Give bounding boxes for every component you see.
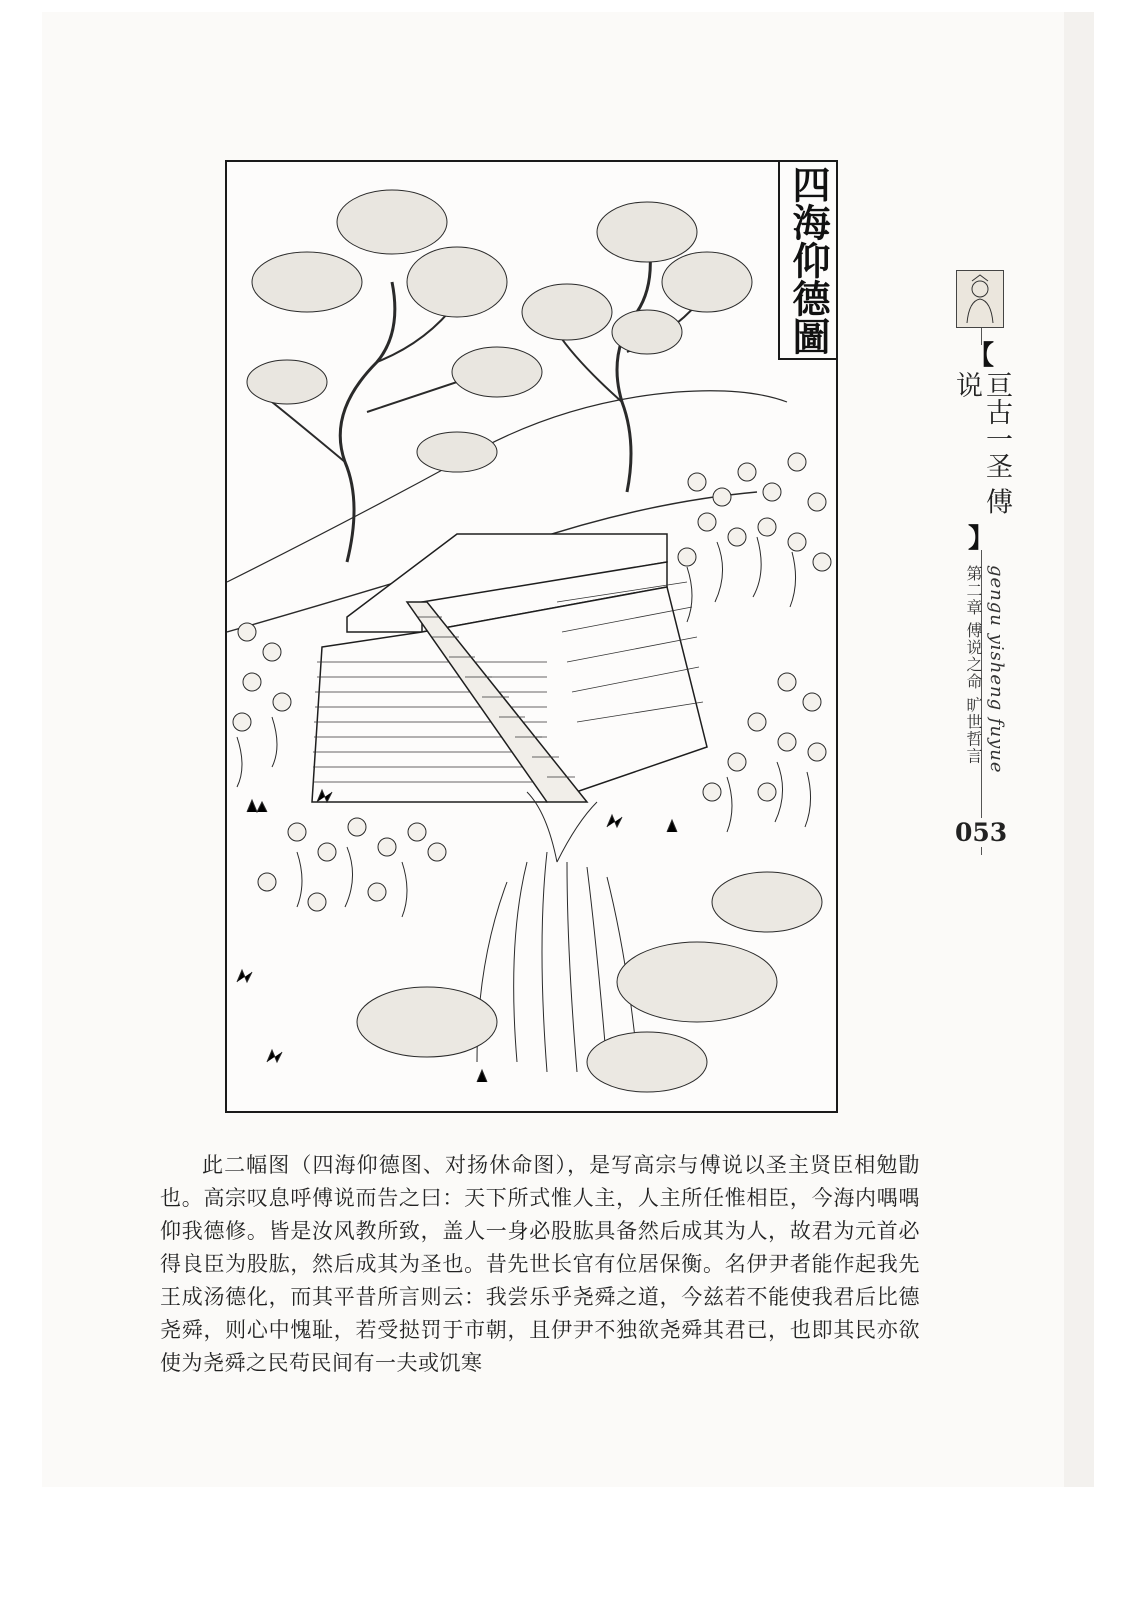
caption-paragraph: 此二幅图（四海仰德图、对扬休命图），是写高宗与傅说以圣主贤臣相勉勖也。高宗叹息呼傅说而告之曰：天下所式惟人主，人主所任惟相臣，今海内喁喁仰我德修。皆是汝风教所致，盖人一身必股肱具备然后成其为人，故君为元首必得良臣为股肱，然后成其为圣也。昔先世长官有位居保衡。名伊尹者能作起我先王成汤德化，而其平昔所言则云：我尝乐乎尧舜之道，今兹若不能使我君后比德尧舜，则心中愧耻，若受挞罚于市朝，且伊尹不独欲尧舜其君已，也即其民亦欲使为尧舜之民苟民间有一夫或饥寒: [160, 1153, 920, 1375]
running-head-pinyin: gengu yisheng fuyue: [986, 565, 1007, 774]
illustration-artwork: [227, 162, 836, 1111]
illustration-title: 四海仰德圖: [786, 165, 831, 355]
sage-portrait-thumbnail: [956, 270, 1004, 328]
running-head: [951, 341, 1012, 554]
running-head-title: 亘古一圣 傅说: [951, 371, 1012, 515]
page-number: 053: [955, 818, 1015, 847]
portrait-icon: [957, 271, 1003, 327]
chapter-subtitle: 第二章 傅说之命 旷世哲言: [964, 565, 983, 765]
illustration-title-cartouche: [778, 162, 836, 360]
page-edge: [1064, 12, 1094, 1487]
bracket-close: 】: [967, 524, 994, 554]
woodblock-illustration: [225, 160, 838, 1113]
bracket-open: 【: [967, 341, 994, 371]
